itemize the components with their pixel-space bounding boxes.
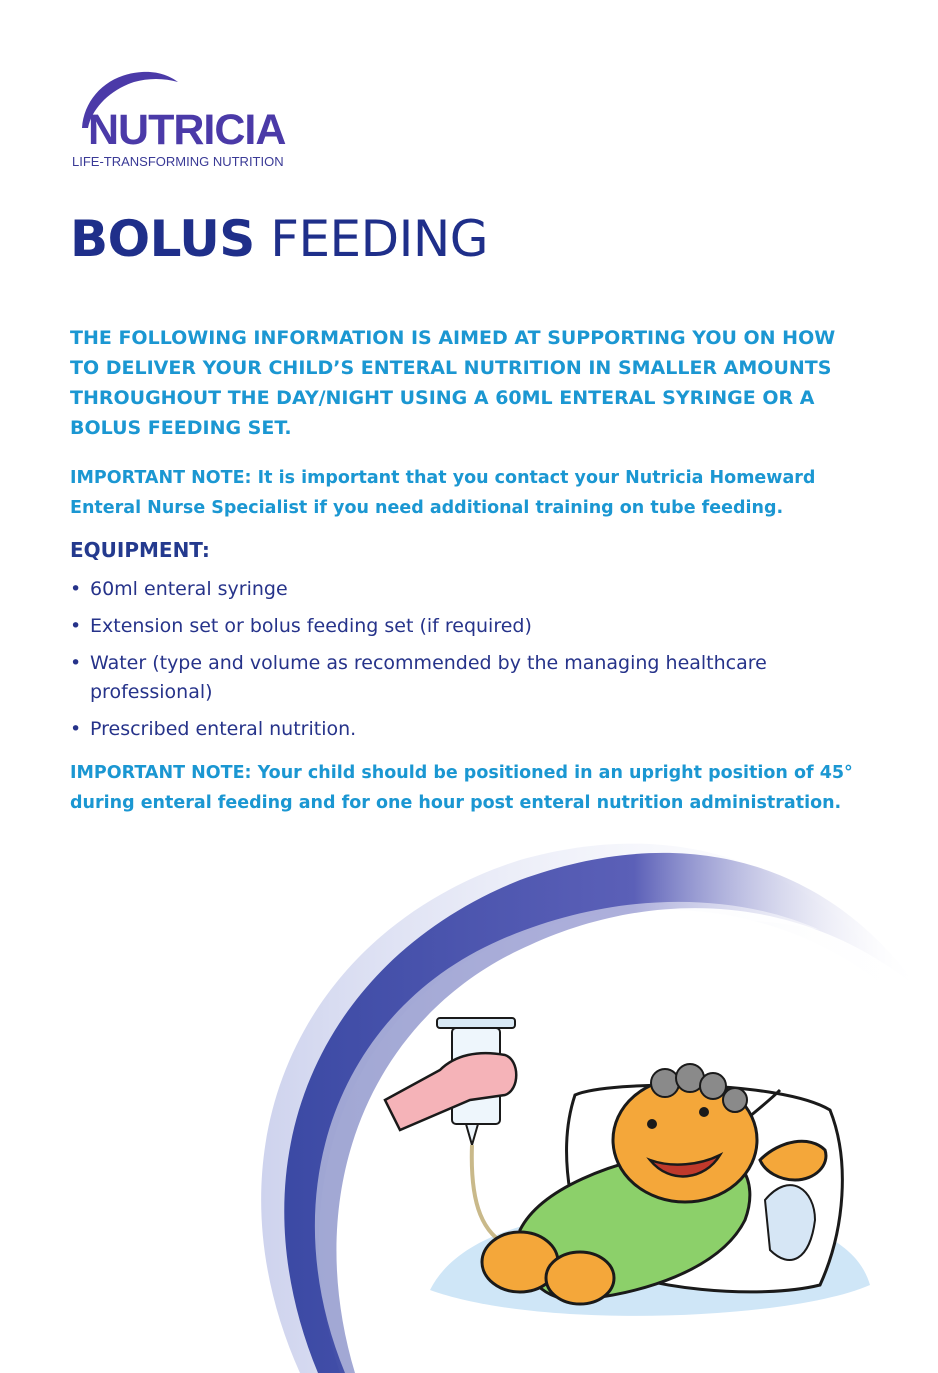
bullet-icon: • — [70, 615, 82, 637]
equipment-heading: EQUIPMENT: — [70, 538, 210, 562]
list-item — [70, 649, 830, 707]
page-title-bold: BOLUS — [70, 210, 255, 268]
intro-paragraph: THE FOLLOWING INFORMATION IS AIMED AT SUPPORTING YOU ON HOW TO DELIVER YOUR CHILD’S ENTERAL NUTRITION IN SMALLER AMOUNTS THROUGHOUT THE DAY/NIGHT USING A 60ML ENTERAL SYRINGE OR A BOLUS FEEDING SET. — [70, 327, 836, 439]
important-note-training: IMPORTANT NOTE: It is important that you contact your Nutricia Homeward Enteral Nurse Specialist if you need additional training on tube feeding. — [70, 468, 816, 518]
logo-wordmark: NUTRICIA — [88, 106, 286, 154]
logo-tagline: LIFE-TRANSFORMING NUTRITION — [72, 154, 284, 169]
list-item — [70, 575, 830, 604]
list-item-text: Prescribed enteral nutrition. — [90, 718, 357, 740]
list-item — [70, 612, 830, 641]
list-item — [70, 715, 830, 744]
bullet-icon: • — [70, 652, 82, 674]
bullet-icon: • — [70, 578, 82, 600]
page-title-rest: FEEDING — [254, 210, 489, 268]
nutricia-logo — [58, 68, 318, 176]
equipment-list — [70, 575, 830, 752]
important-note-position: IMPORTANT NOTE: Your child should be positioned in an upright position of 45° during enteral feeding and for one hour post enteral nutrition administration. — [70, 763, 853, 813]
list-item-text: Extension set or bolus feeding set (if required) — [90, 615, 532, 637]
fish-toy — [765, 1185, 815, 1260]
list-item-text: 60ml enteral syringe — [90, 578, 288, 600]
bullet-icon: • — [70, 718, 82, 740]
page-title — [70, 210, 488, 268]
list-item-text: Water (type and volume as recommended by the managing healthcare professional) — [90, 652, 767, 703]
